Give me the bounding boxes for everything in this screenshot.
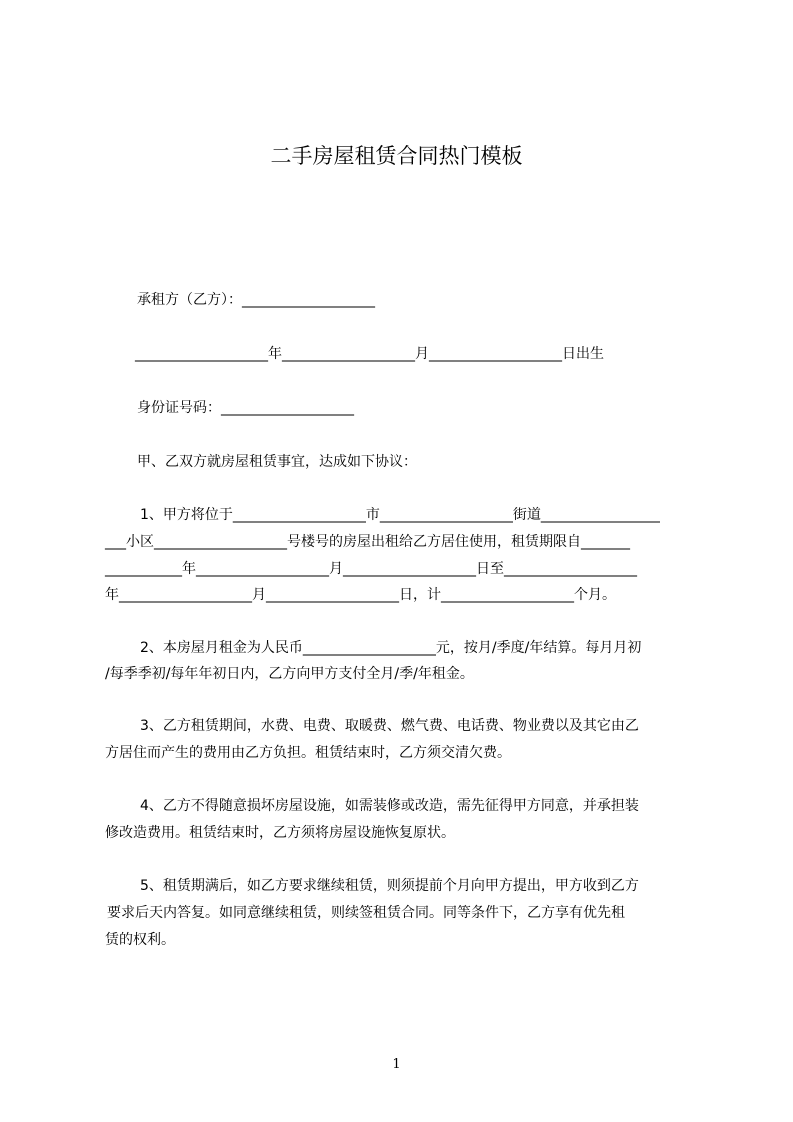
id-number-line: 身份证号码：___________________ [137,400,354,416]
clause-1-line-3: ___________年___________________月___________________日至___________________ [105,561,637,577]
page-number: 1 [392,1057,401,1072]
clause-3-line-2: 方居住而产生的费用由乙方负担。租赁结束时，乙方须交清欠费。 [105,745,511,761]
clause-3-line-1: 3、乙方租赁期间，水费、电费、取暖费、燃气费、电话费、物业费以及其它由乙 [140,718,639,734]
clause-5-line-3: 赁的权利。 [105,932,175,948]
clause-1-line-1: 1、甲方将位于___________________市___________________街道_________________ [140,507,660,523]
document-title: 二手房屋租赁合同热门模板 [270,144,523,168]
clause-2-line-2: /每季季初/每年年初日内，乙方向甲方支付全月/季/年租金。 [105,666,474,682]
clause-1-line-2: ___小区___________________号楼号的房屋出租给乙方居住使用，租赁期限自_______ [105,534,630,550]
lessee-line: 承租方（乙方）：___________________ [137,292,375,308]
clause-5-line-2: 要求后天内答复。如同意继续租赁，则续签租赁合同。同等条件下，乙方享有优先租 [107,905,625,921]
clause-4-line-1: 4、乙方不得随意损坏房屋设施，如需装修或改造，需先征得甲方同意，并承担装 [140,798,639,814]
birth-date-line: ___________________年___________________月___________________日出生 [135,346,604,362]
clause-4-line-2: 修改造费用。租赁结束时，乙方须将房屋设施恢复原状。 [105,825,455,841]
clause-1-line-4: 年___________________月___________________日，计___________________个月。 [105,587,616,603]
clause-2-line-1: 2、本房屋月租金为人民币___________________元，按月/季度/年结算。每月月初 [140,640,642,656]
preamble-line: 甲、乙双方就房屋租赁事宜，达成如下协议： [137,454,417,470]
clause-5-line-1: 5、租赁期满后，如乙方要求继续租赁，则须提前个月向甲方提出，甲方收到乙方 [140,878,639,894]
